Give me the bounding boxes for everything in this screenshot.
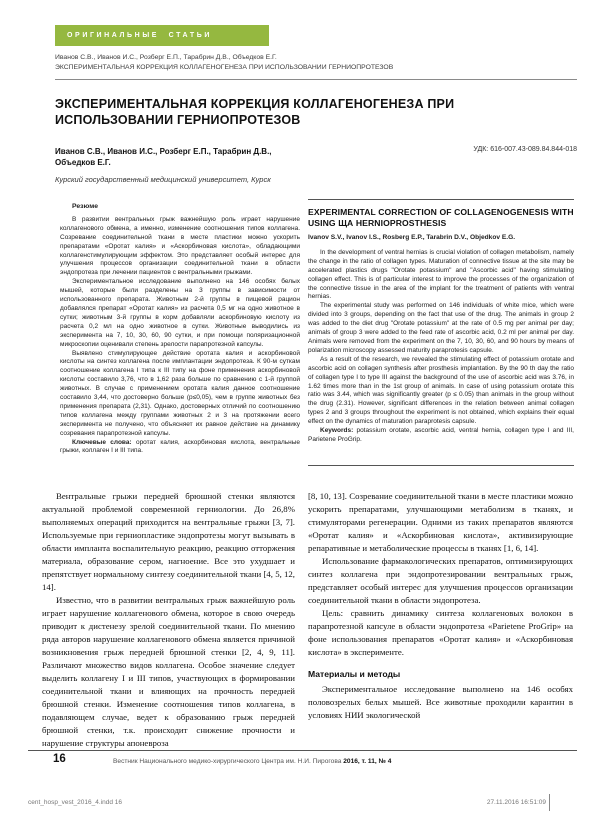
journal-name: Вестник Национального медико-хирургического Центра им. Н.И. Пирогова [113,758,344,765]
running-head-authors: Иванов С.В., Иванов И.С., Розберг Е.П., Тарабрин Д.В., Объедков Е.Г. [55,54,277,61]
abstract-ru-heading: Резюме [72,203,99,210]
abstract-en-title: EXPERIMENTAL CORRECTION OF COLLAGENOGENESIS WITH USING ЩА HERNIOPROSTHESIS [308,207,574,228]
abstract-en-bottom-divider [308,465,574,466]
abstract-ru-paragraph: Выявлено стимулирующее действие оротата калия и аскорбиновой кислоты на синтез коллагена после имплантации эндопротеза. К 90-м суткам соотношение коллагена I типа к III типу на фоне применения аскорбиновой кислоты составило 3,76, что в 1,62 раза больше по сравнению с 1-й группой животных. В случае с применением оротата калия данное соотношение составило 3,44, что достоверно больше (p≤0,05), чем в группе животных без применения препарата (2,31). Однако, достоверных отличий по соотношению типов коллагена между группами животных 2 и 3 на протяжении всего эксперимента не получено, что объясняет их равное действие на динамику созревания парапротезной капсулы. [60,349,300,437]
body-paragraph: Вентральные грыжи передней брюшной стенки являются актуальной проблемой современной герниологии. До 26,8% выполняемых операций приходится на вентральные грыжи [3, 7]. Используемые при герниопластике эндопротезы могут вызывать в области импланта воспалительную реакцию, реакцию отторжения материала, образование сером, нагноение. Все это ухудшает и препятствует нормальному синтезу соединительной ткани [4, 5, 12, 14]. [42,491,295,592]
journal-issue: 2016, т. 11, № 4 [343,758,392,765]
running-head-title: ЭКСПЕРИМЕНТАЛЬНАЯ КОРРЕКЦИЯ КОЛЛАГЕНОГЕНЕЗА ПРИ ИСПОЛЬЗОВАНИИ ГЕРНИОПРОТЕЗОВ [55,64,394,71]
abstract-english [308,207,574,445]
header-divider [55,79,577,80]
section-heading-materials-methods: Материалы и методы [308,669,401,679]
abstract-en-top-divider [308,199,574,200]
body-paragraph: Экспериментальное исследование выполнено на 146 особях половозрелых белых мышей. Все животные проходили карантин в условиях НИИ экологической [308,684,573,720]
section-label-band: ОРИГИНАЛЬНЫЕ СТАТЬИ [55,25,269,46]
keywords-en-text: potassium orotate, ascorbic acid, ventral hernia, collagen type I and III, Parietene ProGrip. [308,427,574,443]
print-timestamp: 27.11.2016 16:51:09 [486,799,546,806]
running-head [55,53,577,73]
footer-divider [28,750,577,751]
abstract-en-authors: Ivanov S.V., Ivanov I.S., Rosberg E.P., Tarabrin D.V., Objedkov E.G. [308,234,516,241]
article-affiliation: Курский государственный медицинский университет, Курск [55,175,271,184]
body-column-right [308,490,573,722]
authors-row [55,146,577,168]
body-paragraph: Цель: сравнить динамику синтеза коллагеновых волокон в парапротезной капсуле в области эндопротеза «Parietene ProGrip» на фоне использования препаратов «Оротат калия» и «Аскорбиновая кислота» в эксперименте. [308,608,573,657]
abstract-en-paragraph: The experimental study was performed on 146 individuals of white mice, which were divided into 3 groups, depending on the fact that use of the drug. The animals in group 2 was added to the diet drug "Orotate potassium" at the rate of 0.5 mg per animal per day; animals of group 3 were added to the feed rate of ascorbic acid, 0.2 ml per animal per day. Animals were removed from the experiment on the 7, 10, 30, 60, and 90 hours by means of polarization microscopy assessed maturity paraprotesis capsule. [308,302,574,354]
keywords-en-label: Keywords: [320,427,354,435]
body-paragraph: Использование фармакологических препаратов, оптимизирующих синтез коллагена при эндопротезировании вентральных грыж, представляет особый интерес для улучшения процессов организации соединительной ткани в области эндопротеза. [308,556,573,605]
abstract-en-paragraph: In the development of ventral hernias is crucial violation of collagen metabolism, namely the change in the ratio of collagen types. Maturation of connective tissue at the site may be accelerated plastics drugs "Orotate potassium" and "Ascorbic acid" having stimulating collagen effect. This is of particular interest to improve the processes of the organization of the connective tissue in the area of the implant for the treatment of patients with ventral hernias. [308,248,574,301]
body-paragraph: Известно, что в развитии вентральных грыж важнейшую роль играет нарушение коллагенового обмена, которое в свою очередь приводит к дистенезу зрелой соединительной ткани. По мнению ряда авторов нарушение коллагенового обмена является причиной возникновения грыж передней брюшной стенки [2, 4, 9, 11]. Различают множество видов коллагена. Особое значение следует выделить коллагену I и III типов, участвующих в формировании соединительной ткани и влияющих на прочность передней брюшной стенки. Изменение соотношения типов коллагена, в подавляющем случае, ведет к образованию грыж передней брюшной стенки, т.к. происходит снижение прочности и нарушение структуры апоневроза [42,595,295,748]
article-authors: Иванов С.В., Иванов И.С., Розберг Е.П., Тарабрин Д.В., Объедков Е.Г. [55,147,272,167]
body-column-left [42,490,295,750]
abstract-ru-keywords [60,439,300,457]
abstract-ru-paragraph: В развитии вентральных грыж важнейшую роль играет нарушение коллагенового обмена, а именно, изменение соотношения типов коллагена. Созревание соединительной ткани в месте пластики можно ускорить препаратами «Оротат калия» и «Аскорбиновая кислота», обладающими коллагенстимулирующим эффектом. Это представляет особый интерес для улучшения процессов организации соединительной ткани в области эндопротеза при лечении пациентов с вентральными грыжами. [60,215,300,277]
abstract-en-paragraph: As a result of the research, we revealed the stimulating effect of potassium orotate and ascorbic acid on collagen synthesis after prosthesis implantation. By the 90 th day the ratio of collagen type I to type III against the background of the use of ascorbic acid was 3.76, in 1.62 times more than in the 1st group of animals. In case of using potassium orotate this ratio was 3.44, which was significantly greater (p ≤ 0.05) than animals in the group without the drug (2.31). However, significant differences in the relation between animal collagen types 2 and 3 groups throughout the experiment is not obtained, which explains their equal effect on the dynamics of maturation paraprotesis capsule. [308,355,574,426]
keywords-ru-text: оротат калия, аскорбиновая кислота, вентральные грыжи, коллаген I и III типа. [60,438,301,455]
keywords-ru-label: Ключевые слова: [72,438,132,446]
footer-journal-line [113,758,391,765]
crop-mark [549,794,550,811]
body-paragraph: [8, 10, 13]. Созревание соединительной ткани в месте пластики можно ускорить препаратами, улучшающими метаболизм в тканях, и стимуляторами регенерации. Одними из таких препаратов являются «Оротат калия» и «Аскорбиновая кислота», активизирующие репаративные и метаболические процессы в тканях [1, 6, 14]. [308,491,573,553]
print-filename: cent_hosp_vest_2016_4.indd 16 [28,799,122,806]
udk-code: УДК: 616-007.43-089.84.844-018 [473,146,577,153]
abstract-en-keywords [308,427,574,445]
abstract-ru-paragraph: Экспериментальное исследование выполнено на 146 особях белых мышей, которые были разделены на 3 группы в зависимости от использованного препарата. Животным 2-й группы в пищевой рацион добавлялся препарат «Оротат калия» из расчета 0,5 мг на одно животное в сутки; животным 3-й группы в корм добавляли аскорбиновую кислоту из расчета 0,2 мл на одно животное в сутки. Животные выводились из эксперимента на 7, 10, 30, 60, 90 сутки, и при помощи поляризационной микроскопии оценивали степень зрелости парапротезной капсулы. [60,278,300,348]
abstract-russian [60,203,300,456]
article-title: ЭКСПЕРИМЕНТАЛЬНАЯ КОРРЕКЦИЯ КОЛЛАГЕНОГЕНЕЗА ПРИ ИСПОЛЬЗОВАНИИ ГЕРНИОПРОТЕЗОВ [55,97,455,127]
page-number: 16 [53,753,66,765]
